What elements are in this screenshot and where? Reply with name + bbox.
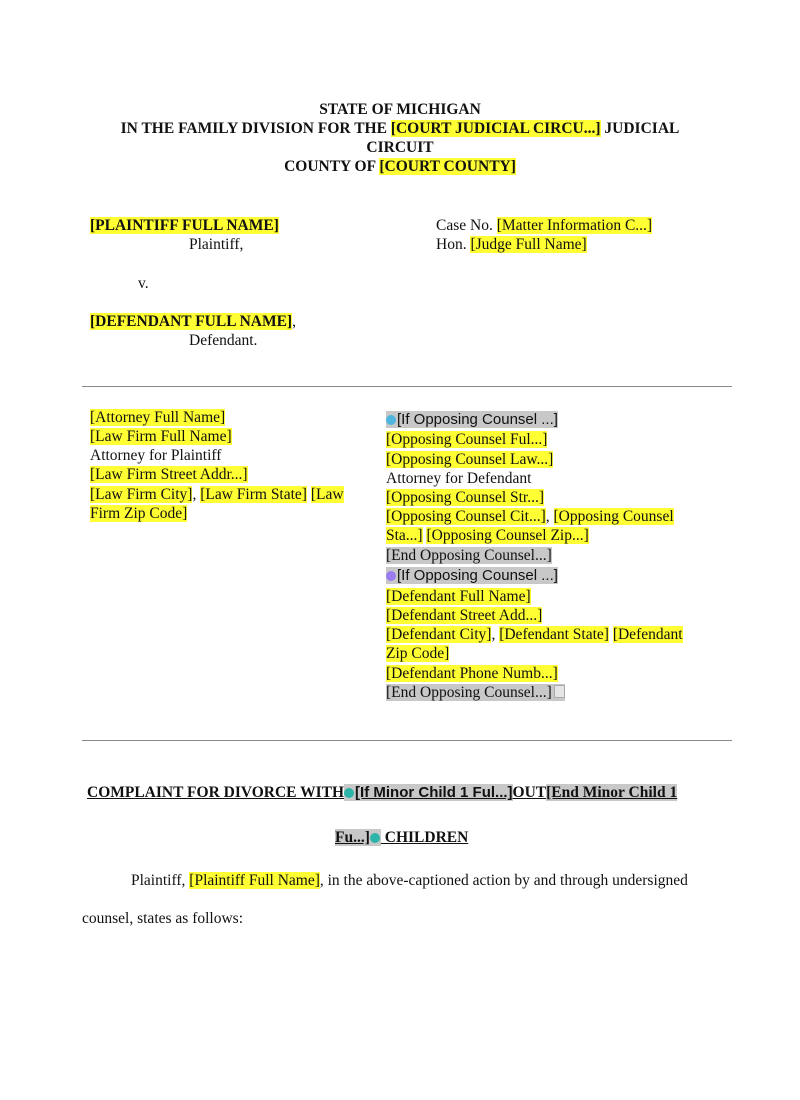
body-paragraph-line-1 — [131, 872, 688, 890]
end-minor-child-a[interactable]: [End Minor Child 1 — [546, 784, 678, 801]
condition-marker-icon — [344, 788, 354, 798]
firm-state-field[interactable]: [Law Firm State] — [200, 486, 307, 503]
condition-marker-icon — [386, 571, 396, 581]
plaintiff-name-field[interactable]: [PLAINTIFF FULL NAME] — [90, 217, 279, 234]
defendant-name-field[interactable]: [DEFENDANT FULL NAME] — [90, 313, 293, 330]
oc-street-line — [386, 489, 544, 507]
oc-law-line — [386, 451, 553, 469]
header-division-text: IN THE FAMILY DIVISION FOR THE — [120, 120, 391, 137]
oc-city-sep: , — [545, 508, 554, 525]
end-opposing-counsel-line-2 — [386, 684, 565, 702]
firm-city-line — [90, 486, 344, 504]
end-opposing-counsel-2[interactable] — [386, 684, 565, 701]
def-name-line — [386, 588, 531, 606]
body-plaintiff-name-field[interactable]: [Plaintiff Full Name] — [189, 872, 320, 889]
minor-child-condition-text: [If Minor Child 1 Ful...] — [355, 784, 513, 801]
condition-marker-icon — [386, 415, 396, 425]
divider-bottom — [82, 740, 732, 741]
end-opposing-counsel-line-1 — [386, 547, 552, 565]
def-city-field[interactable]: [Defendant City] — [386, 626, 492, 643]
header-county-label: COUNTY OF — [284, 158, 380, 175]
end-opposing-counsel-2-text: [End Opposing Counsel...] — [386, 684, 552, 701]
end-minor-child-b[interactable] — [335, 829, 381, 846]
firm-zip-field-a[interactable]: [Law — [310, 486, 344, 503]
plaintiff-name-line — [90, 217, 279, 235]
firm-street-line — [90, 466, 248, 484]
header-circuit: CIRCUIT — [366, 139, 434, 156]
opposing-counsel-condition-2[interactable] — [386, 567, 558, 584]
def-street-field[interactable]: [Defendant Street Add...] — [386, 607, 543, 624]
judge-name-field[interactable]: [Judge Full Name] — [470, 236, 587, 253]
complaint-title-text: COMPLAINT FOR DIVORCE WITH — [87, 784, 345, 801]
firm-zip-field-b[interactable]: Firm Zip Code] — [90, 505, 188, 522]
firm-name-field[interactable]: [Law Firm Full Name] — [90, 428, 232, 445]
oc-state-field-a[interactable]: [Opposing Counsel — [553, 508, 674, 525]
header-county — [0, 158, 800, 176]
opposing-counsel-condition[interactable] — [386, 411, 558, 428]
attorney-role: Attorney for Plaintiff — [90, 447, 222, 464]
judge-label: Hon. — [436, 236, 471, 253]
body-paragraph-line-2: counsel, states as follows: — [82, 910, 244, 927]
oc-name-field[interactable]: [Opposing Counsel Ful...] — [386, 431, 548, 448]
firm-name-line — [90, 428, 232, 446]
case-number-label: Case No. — [436, 217, 497, 234]
def-state-field[interactable]: [Defendant State] — [499, 626, 609, 643]
complaint-title-children: CHILDREN — [380, 829, 469, 846]
def-city-sep: , — [491, 626, 500, 643]
versus: v. — [138, 275, 149, 292]
defendant-role: Defendant. — [189, 332, 258, 349]
minor-child-condition[interactable] — [344, 784, 512, 801]
opposing-counsel-cond-line — [386, 411, 558, 429]
oc-zip-line — [386, 527, 589, 545]
defendant-comma: , — [292, 313, 296, 330]
oc-state-field-b[interactable]: Sta...] — [386, 527, 423, 544]
divider-top — [82, 386, 732, 387]
plaintiff-role: Plaintiff, — [189, 236, 244, 253]
attorney-name-field[interactable]: [Attorney Full Name] — [90, 409, 226, 426]
complaint-title-out: OUT — [512, 784, 547, 801]
def-zip-field-b[interactable]: Zip Code] — [386, 645, 450, 662]
field-end-marker-icon — [554, 685, 565, 698]
defendant-name-line — [90, 313, 296, 331]
end-minor-child-b-text: Fu...] — [335, 829, 370, 846]
oc-street-field[interactable]: [Opposing Counsel Str...] — [386, 489, 545, 506]
opposing-counsel-cond-line-2 — [386, 567, 558, 585]
case-number-field[interactable]: [Matter Information C...] — [496, 217, 653, 234]
complaint-title-line-2 — [335, 829, 468, 847]
opposing-counsel-condition-2-text: [If Opposing Counsel ...] — [397, 567, 558, 584]
def-zip-field-a[interactable]: [Defendant — [612, 626, 683, 643]
oc-law-field[interactable]: [Opposing Counsel Law...] — [386, 451, 554, 468]
body-p1-pre: Plaintiff, — [131, 872, 190, 889]
firm-city-sep: , — [192, 486, 201, 503]
condition-marker-icon — [370, 833, 380, 843]
end-opposing-counsel-1[interactable]: [End Opposing Counsel...] — [386, 547, 552, 564]
def-city-line — [386, 626, 683, 644]
judge-line — [436, 236, 587, 254]
attorney-name-line — [90, 409, 225, 427]
complaint-title-line-1 — [87, 784, 677, 802]
defendant-attorney-role: Attorney for Defendant — [386, 470, 532, 487]
firm-street-field[interactable]: [Law Firm Street Addr...] — [90, 466, 248, 483]
def-phone-line — [386, 665, 558, 683]
header-division-suffix: JUDICIAL — [600, 120, 680, 137]
case-number-line — [436, 217, 652, 235]
firm-city-field[interactable]: [Law Firm City] — [90, 486, 193, 503]
def-zip-line — [386, 645, 449, 663]
header-state: STATE OF MICHIGAN — [319, 101, 481, 118]
oc-city-field[interactable]: [Opposing Counsel Cit...] — [386, 508, 546, 525]
oc-name-line — [386, 431, 547, 449]
def-street-line — [386, 607, 542, 625]
court-county-field[interactable]: [COURT COUNTY] — [379, 158, 516, 175]
body-p1-post: , in the above-captioned action by and through undersigned — [319, 872, 688, 889]
oc-city-line — [386, 508, 674, 526]
court-circuit-field[interactable]: [COURT JUDICIAL CIRCU...] — [390, 120, 601, 137]
def-name-field[interactable]: [Defendant Full Name] — [386, 588, 531, 605]
oc-zip-field[interactable]: [Opposing Counsel Zip...] — [426, 527, 589, 544]
opposing-counsel-condition-text: [If Opposing Counsel ...] — [397, 411, 558, 428]
def-phone-field[interactable]: [Defendant Phone Numb...] — [386, 665, 558, 682]
header-division — [0, 120, 800, 138]
firm-zip-line — [90, 505, 187, 523]
